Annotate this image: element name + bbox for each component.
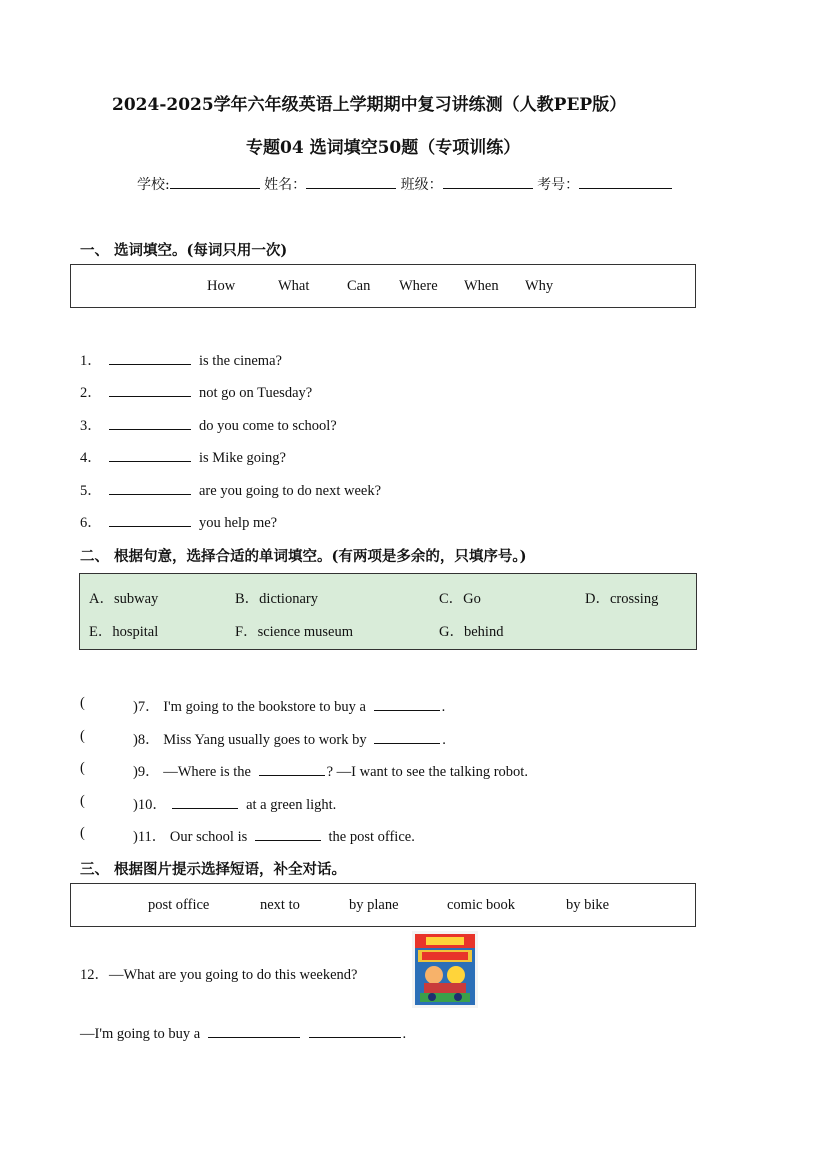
answer-blank[interactable] — [255, 826, 321, 841]
question-2 — [80, 381, 312, 402]
question-3 — [80, 414, 337, 435]
question-text: Our school is — [169, 829, 248, 845]
question-number: 5． — [80, 483, 102, 499]
section1-word-3: Where — [399, 278, 438, 294]
question-8-paren: ( — [80, 728, 85, 744]
section1-word-4: When — [464, 278, 499, 294]
phrase-2: by plane — [349, 897, 399, 913]
section1-word-0: How — [207, 278, 236, 294]
section1-word-1: What — [278, 278, 310, 294]
answer-blank[interactable] — [109, 415, 191, 430]
comic-book-icon — [412, 931, 478, 1008]
question-11-paren: ( — [80, 825, 85, 841]
answer-blank[interactable] — [109, 382, 191, 397]
question-text: I'm going to the bookstore to buy a — [163, 699, 366, 715]
option-f: F．science museum — [235, 624, 354, 640]
question-text: is Mike going? — [199, 450, 286, 466]
question-number: 1． — [80, 353, 102, 369]
school-label: 学校: — [137, 177, 170, 193]
answer-blank[interactable] — [259, 761, 325, 776]
question-number: )7． — [133, 699, 160, 715]
answer-blank[interactable] — [109, 480, 191, 495]
question-text-end: . — [441, 699, 446, 715]
section2-option-box — [79, 573, 697, 650]
exam-number-field[interactable] — [579, 174, 672, 189]
question-text-end: at a green light. — [246, 797, 337, 813]
question-10 — [133, 793, 336, 814]
question-number: )10． — [133, 797, 167, 813]
question-text: you help me? — [199, 515, 278, 531]
option-c: C．Go — [439, 591, 481, 607]
question-11 — [133, 825, 415, 846]
question-text: is the cinema? — [199, 353, 282, 369]
option-e: E．hospital — [89, 624, 159, 640]
question-number: )9． — [133, 764, 160, 780]
question-12: 12．—What are you going to do this weekend? — [80, 967, 358, 983]
question-7 — [133, 695, 445, 716]
name-field[interactable] — [306, 174, 396, 189]
question-8 — [133, 728, 446, 749]
section1-word-box — [70, 264, 696, 308]
question-12-answer — [80, 1023, 406, 1043]
section3-heading: 三、 根据图片提示选择短语，补全对话。 — [80, 861, 347, 878]
question-text: not go on Tuesday? — [199, 385, 313, 401]
section1-heading: 一、 选词填空。(每词只用一次) — [80, 242, 288, 259]
question-10-paren: ( — [80, 793, 85, 809]
question-text: are you going to do next week? — [199, 483, 382, 499]
question-number: 3． — [80, 418, 102, 434]
question-6 — [80, 511, 277, 532]
section1-word-5: Why — [525, 278, 554, 294]
question-number: )8． — [133, 732, 160, 748]
question-number: )11． — [133, 829, 167, 845]
question-4 — [80, 446, 286, 467]
option-d: D．crossing — [585, 591, 659, 607]
class-label: 班级： — [400, 177, 443, 193]
option-g: G．behind — [439, 624, 504, 640]
question-text-end: the post office. — [328, 829, 415, 845]
question-text: —Where is the — [163, 764, 251, 780]
page-title: 2024-2025学年六年级英语上学期期中复习讲练测（人教PEP版） — [112, 95, 627, 115]
question-text-end: ? —I want to see the talking robot. — [326, 764, 528, 780]
exam-number-label: 考号： — [537, 177, 580, 193]
page-subtitle: 专题04 选词填空50题（专项训练） — [246, 138, 521, 158]
answer-blank-2[interactable] — [309, 1023, 401, 1038]
question-text: do you come to school? — [199, 418, 337, 434]
answer-blank[interactable] — [109, 447, 191, 462]
name-label: 姓名： — [264, 177, 307, 193]
phrase-3: comic book — [447, 897, 516, 913]
school-field[interactable] — [170, 174, 260, 189]
question-5 — [80, 479, 381, 500]
question-1 — [80, 349, 282, 370]
answer-prefix: —I'm going to buy a — [80, 1026, 201, 1042]
info-line — [137, 174, 672, 194]
option-b: B．dictionary — [235, 591, 318, 607]
question-9 — [133, 760, 528, 781]
phrase-1: next to — [260, 897, 300, 913]
phrase-4: by bike — [566, 897, 610, 913]
question-number: 4． — [80, 450, 102, 466]
option-a: A．subway — [89, 591, 159, 607]
question-text: Miss Yang usually goes to work by — [163, 732, 367, 748]
section1-word-2: Can — [347, 278, 371, 294]
answer-blank[interactable] — [172, 794, 238, 809]
question-number: 2． — [80, 385, 102, 401]
question-text-end: . — [442, 732, 446, 748]
question-9-paren: ( — [80, 760, 85, 776]
phrase-0: post office — [148, 897, 210, 913]
comic-book-image — [412, 931, 478, 1008]
answer-blank[interactable] — [109, 350, 191, 365]
question-7-paren: ( — [80, 695, 85, 711]
answer-blank[interactable] — [374, 696, 440, 711]
section2-heading: 二、 根据句意，选择合适的单词填空。(有两项是多余的，只填序号。) — [80, 548, 527, 565]
question-number: 6． — [80, 515, 102, 531]
answer-suffix: . — [402, 1026, 407, 1042]
class-field[interactable] — [443, 174, 533, 189]
answer-blank[interactable] — [374, 729, 440, 744]
answer-blank-1[interactable] — [208, 1023, 300, 1038]
answer-blank[interactable] — [109, 512, 191, 527]
